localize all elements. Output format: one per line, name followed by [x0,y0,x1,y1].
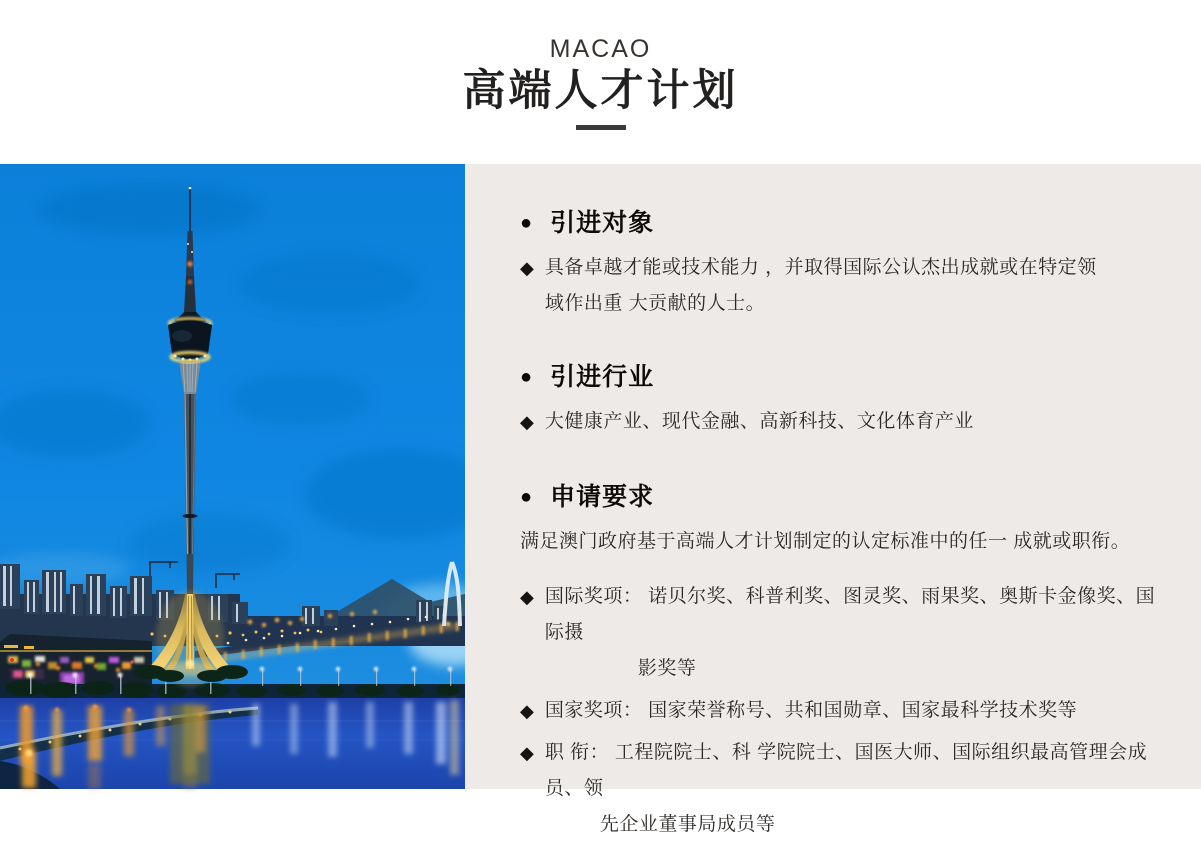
header-kicker: MACAO [549,35,652,63]
circle-bullet-icon: ● [520,212,533,234]
industry-item-line1: 大健康产业、现代金融、高新科技、文化体育产业 [544,411,974,432]
section-industry-heading-text: 引进行业 [550,363,655,391]
target-item-line1: 具备卓越才能或技术能力 ，并取得国际公认杰出成就或在特定领 [544,257,1097,278]
circle-bullet-icon: ● [520,366,533,388]
industry-item [520,404,1165,440]
titles-line2: 先企业董事局成员等 [599,814,776,835]
award-international-item [520,579,1165,687]
section-target-heading-text: 引进对象 [550,209,655,237]
section-target-heading [520,210,1165,236]
section-target [520,210,1165,322]
award-international-text [545,579,1165,687]
macau-tower-night-photo [0,164,465,789]
page-header [0,0,1201,164]
section-requirements-heading [520,484,1165,510]
award-international-line2: 影奖等 [637,658,697,679]
diamond-bullet-icon: ◆ [520,743,534,763]
diamond-bullet-icon: ◆ [520,258,534,278]
body-row [0,164,1201,835]
award-national-line1: 国家奖项： 国家荣誉称号、共和国勋章、国家最科学技术奖等 [544,700,1078,721]
section-industry [520,364,1165,440]
industry-item-text [545,404,974,440]
target-item-line2: 域作出重 大贡献的人士。 [544,293,766,314]
circle-bullet-icon: ● [520,486,533,508]
section-industry-heading [520,364,1165,390]
section-requirements-heading-text: 申请要求 [550,483,655,511]
award-national-text [545,693,1077,729]
diamond-bullet-icon: ◆ [520,701,534,721]
award-international-line1: 国际奖项： 诺贝尔奖、科普利奖、图灵奖、雨果奖、奥斯卡金像奖、国际摄 [544,586,1156,643]
section-requirements [520,484,1165,843]
titles-text [545,735,1165,843]
target-item [520,250,1165,322]
titles-item [520,735,1165,843]
page-title: 高端人才计划 [462,66,739,115]
content-panel [465,164,1201,835]
diamond-bullet-icon: ◆ [520,587,534,607]
macau-tower-illustration [0,164,465,789]
titles-line1: 职 衔： 工程院院士、科 学院院士、国医大师、国际组织最高管理会成员、领 [544,742,1148,799]
award-national-item [520,693,1165,729]
title-underline [576,125,626,130]
requirements-intro: 满足澳门政府基于高端人才计划制定的认定标准中的任一 成就或职衔。 [520,531,1131,552]
target-item-text [545,250,1097,322]
diamond-bullet-icon: ◆ [520,412,534,432]
